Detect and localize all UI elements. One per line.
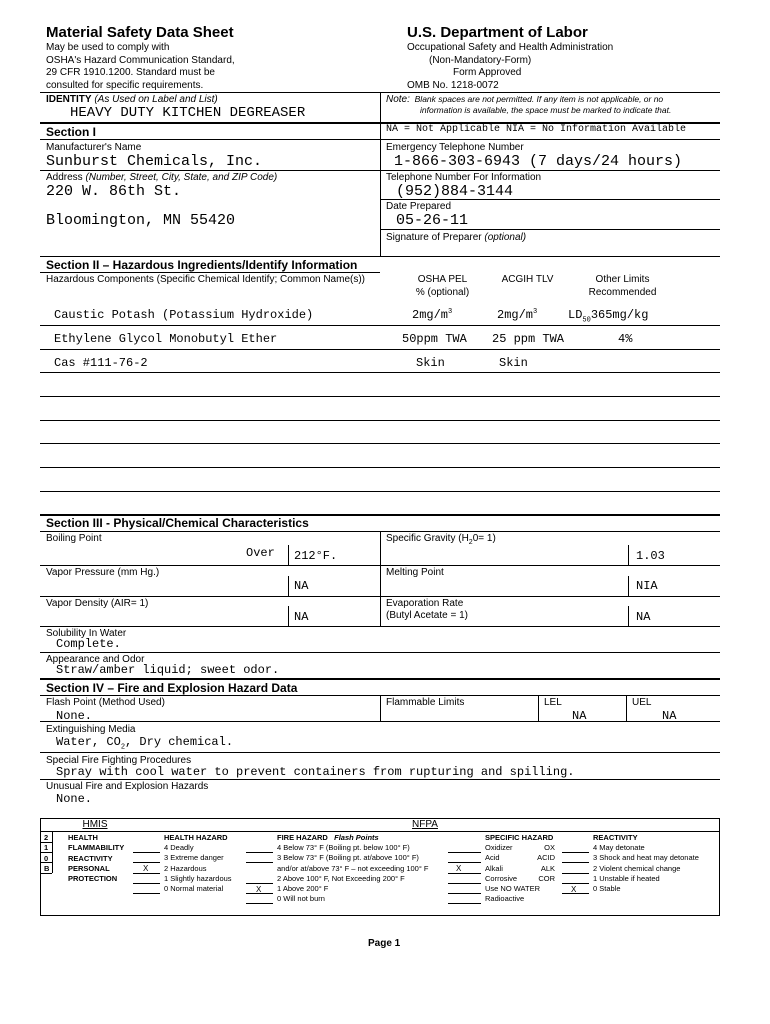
agency-name: Occupational Safety and Health Administration — [407, 42, 614, 53]
boiling-label: Boiling Point — [46, 533, 102, 544]
nfpa-specific-list: Oxidizer OX Acid ACID Alkali ALK Corrosive COR Use NO WATER Radioactive — [485, 843, 555, 904]
signature-label: Signature of Preparer (optional) — [386, 232, 527, 243]
date-prepared: 05-26-11 — [396, 212, 469, 229]
note-line-1: Blank spaces are not permitted. If any item is not applicable, or no — [414, 94, 664, 104]
nfpa-title: NFPA — [412, 819, 438, 830]
health-hazard-mark: X — [143, 864, 149, 873]
flash-point-label: Flash Point (Method Used) — [46, 697, 165, 708]
na-note: NA = Not Applicable NIA = No Information Available — [386, 124, 687, 135]
acgih-tlv-value: Skin — [499, 356, 528, 370]
hmis-labels: HEALTH FLAMMABILITY REACTIVITY PERSONAL PROTECTION — [68, 833, 125, 884]
section-2-title: Section II – Hazardous Ingredients/Identify Information — [46, 258, 358, 272]
lel-label: LEL — [544, 697, 562, 708]
boiling-prefix: Over — [246, 546, 275, 560]
omb-number: OMB No. 1218-0072 — [407, 79, 499, 91]
date-label: Date Prepared — [386, 201, 452, 212]
melting-point: NIA — [636, 579, 658, 593]
description-line: May be used to comply with — [46, 42, 170, 53]
address-label: Address (Number, Street, City, State, and ZIP Code) — [46, 172, 278, 183]
solubility-label: Solubility In Water — [46, 628, 127, 639]
emergency-phone-label: Emergency Telephone Number — [386, 142, 524, 153]
col-components: Hazardous Components (Specific Chemical Identify; Common Name(s)) — [46, 274, 366, 285]
acgih-tlv-value: 25 ppm TWA — [492, 332, 565, 346]
note-label: Note: — [386, 94, 410, 105]
extinguishing-label: Extinguishing Media — [46, 724, 136, 735]
form-description — [46, 42, 235, 92]
manufacturer-label: Manufacturer's Name — [46, 142, 142, 153]
nfpa-fire-title: FIRE HAZARD Flash Points — [277, 833, 379, 842]
extinguishing-media: Water, $CO_2$, Dry chemical. — [56, 735, 234, 752]
vapor-pressure-label: Vapor Pressure (mm Hg.) — [46, 567, 160, 578]
component-name: Caustic Potash (Potassium Hydroxide) — [54, 308, 314, 322]
description-line: consulted for specific requirements. — [46, 79, 204, 91]
other-limit-value: 4% — [618, 332, 633, 346]
form-approved: Form Approved — [453, 67, 522, 78]
other-limit-value: $LD_{50}365mg/kg$ — [568, 308, 649, 325]
boiling-point: 212°F. — [294, 549, 338, 563]
description-line: OSHA's Hazard Communication Standard, — [46, 54, 235, 66]
melting-label: Melting Point — [386, 567, 444, 578]
specific-hazard-mark: X — [456, 864, 462, 873]
section-4-title: Section IV – Fire and Explosion Hazard Data — [46, 681, 298, 695]
osha-pel-value: Skin — [416, 356, 445, 370]
evaporation-rate: NA — [636, 610, 651, 624]
unusual-hazards-label: Unusual Fire and Explosion Hazards — [46, 781, 209, 792]
address-line-1: 220 W. 86th St. — [46, 183, 182, 200]
solubility: Complete. — [56, 637, 121, 651]
osha-pel-value: 50ppm TWA — [402, 332, 467, 346]
col-acgih: ACGIH TLV — [501, 274, 554, 285]
evaporation-label: Evaporation Rate (Butyl Acetate = 1) — [386, 598, 468, 621]
unusual-hazards: None. — [56, 792, 93, 806]
emergency-phone: 1-866-303-6943 (7 days/24 hours) — [394, 153, 683, 170]
component-name: Ethylene Glycol Monobutyl Ether — [54, 332, 278, 346]
vapor-density-label: Vapor Density (AIR= 1) — [46, 598, 149, 609]
gravity-label: Specific Gravity $(H_20= 1)$ — [386, 533, 496, 546]
note-block — [386, 94, 671, 116]
left-title: Material Safety Data Sheet — [46, 24, 234, 41]
fire-hazard-mark: X — [256, 885, 262, 894]
vapor-pressure: NA — [294, 579, 309, 593]
nfpa-specific-title: SPECIFIC HAZARD — [485, 833, 554, 842]
info-phone: (952)884-3144 — [396, 183, 514, 200]
appearance-label: Appearance and Odor — [46, 654, 145, 665]
info-phone-label: Telephone Number For Information — [386, 172, 542, 183]
hmis-ratings: 2 1 0 B — [44, 833, 50, 873]
specific-gravity: 1.03 — [636, 549, 665, 563]
agency-info — [407, 42, 613, 92]
section-1-title: Section I — [46, 125, 97, 139]
nfpa-reactivity-list: 4 May detonate 3 Shock and heat may detonate 2 Violent chemical change 1 Unstable if heated 0 Stable — [593, 843, 699, 894]
acgih-tlv-value: $2mg/m^3$ — [497, 308, 538, 322]
osha-pel-value: $2mg/m^3$ — [412, 308, 453, 322]
special-procedures: Spray with cool water to prevent containers from rupturing and spilling. — [56, 765, 575, 779]
component-name: Cas #111-76-2 — [54, 356, 148, 370]
reactivity-mark: X — [571, 885, 577, 894]
special-procedures-label: Special Fire Fighting Procedures — [46, 755, 192, 766]
nfpa-fire-list: 4 Below 73° F (Boiling pt. below 100° F) 3 Below 73° F (Boiling pt. at/above 100° F) and/or at/above 73° F – not exceeding 100° F 2 Above 100° F, Not Exceeding 200° F 1 Above 200° F 0 Will not burn — [277, 843, 429, 904]
page-number: Page 1 — [368, 938, 401, 949]
nfpa-health-list: 4 Deadly 3 Extreme danger 2 Hazardous 1 Slightly hazardous 0 Normal material — [164, 843, 232, 894]
form-type: (Non-Mandatory-Form) — [429, 54, 532, 66]
nfpa-health-title: HEALTH HAZARD — [164, 833, 228, 842]
nfpa-reactivity-title: REACTIVITY — [593, 833, 638, 842]
flammable-limits-label: Flammable Limits — [386, 697, 465, 708]
address-line-2: Bloomington, MN 55420 — [46, 212, 236, 229]
description-line: 29 CFR 1910.1200. Standard must be — [46, 67, 215, 78]
right-title: U.S. Department of Labor — [407, 24, 588, 41]
vapor-density: NA — [294, 610, 309, 624]
flash-point: None. — [56, 709, 93, 723]
uel-label: UEL — [632, 697, 652, 708]
uel-value: NA — [662, 709, 677, 723]
manufacturer-name: Sunburst Chemicals, Inc. — [46, 153, 263, 170]
identity-value: HEAVY DUTY KITCHEN DEGREASER — [70, 105, 306, 121]
note-line-2: information is available, the space must be marked to indicate that. — [420, 105, 672, 115]
col-osha: OSHA PEL % (optional) — [415, 274, 470, 298]
lel-value: NA — [572, 709, 587, 723]
identity-label: IDENTITY (As Used on Label and List) — [46, 94, 218, 105]
appearance-odor: Straw/amber liquid; sweet odor. — [56, 663, 280, 677]
col-other-limits: Other Limits Recommended — [588, 274, 657, 298]
section-3-title: Section III - Physical/Chemical Characteristics — [46, 516, 309, 530]
hmis-title: HMIS — [82, 819, 108, 830]
